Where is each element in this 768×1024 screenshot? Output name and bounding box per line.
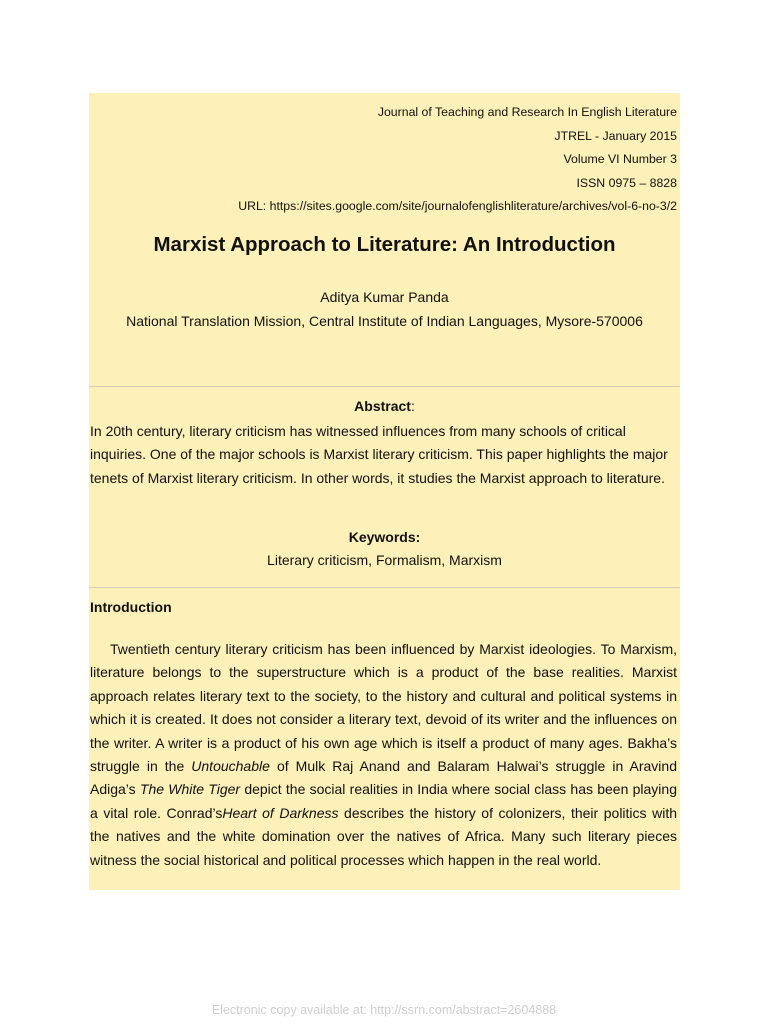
journal-issue: JTREL - January 2015 [554,128,677,143]
journal-volume: Volume VI Number 3 [563,152,677,166]
abstract-label: Abstract [354,398,411,414]
paper-page [89,93,680,890]
intro-italic-heart-of-darkness: Heart of Darkness [222,804,339,821]
divider-bottom [89,587,680,588]
author-name: Aditya Kumar Panda [320,289,449,305]
divider-top [89,386,680,387]
introduction-heading: Introduction [90,599,172,615]
author-affiliation: National Translation Mission, Central Institute of Indian Languages, Mysore-570006 [126,313,643,329]
keywords-heading: Keywords: [348,529,421,545]
introduction-paragraph [90,638,677,872]
abstract-heading [89,398,680,414]
keywords-list: Literary criticism, Formalism, Marxism [267,552,502,568]
intro-text-2: of Mulk Raj Anand and Balaram Halwai’s struggle in Aravind Adiga’s [90,758,677,798]
journal-header [238,101,677,219]
ssrn-footer: Electronic copy available at: http://ssrn.com/abstract=2604888 [211,1003,557,1017]
intro-italic-white-tiger: The White Tiger [139,781,241,798]
journal-name: Journal of Teaching and Research In English Literature [377,105,677,119]
abstract-text: In 20th century, literary criticism has witnessed influences from many schools of critical inquiries. One of the major schools is Marxist literary criticism. This paper highlights the major tenets of Marxist literary criticism. In other words, it studies the Marxist approach to literature. [90,423,668,486]
intro-text-4: describes the history of colonizers, their politics with the natives and the white domination over the natives of Africa. Many such literary pieces witness the social historical and political processes which happen in the real world. [90,804,677,868]
journal-issn: ISSN 0975 – 8828 [576,175,677,190]
abstract-colon: : [410,398,415,414]
paper-title: Marxist Approach to Literature: An Introduction [153,233,616,256]
intro-text-3: depict the social realities in India where social class has been playing a vital role. Conrad’s [90,781,677,821]
intro-text-1: Twentieth century literary criticism has been influenced by Marxist ideologies. To Marxism, literature belongs to the superstructure which is a product of the base realities. Marxist approach relates literary text to the society, to the history and cultural and political systems in which it is created. It does not consider a literary text, devoid of its writer and the influences on the writer. A writer is a product of his own age which is itself a product of many ages. Bakha’s struggle in the [90,641,677,775]
intro-italic-untouchable: Untouchable [191,758,270,775]
journal-url: URL: https://sites.google.com/site/journalofenglishliterature/archives/vol-6-no-3/2 [238,199,677,213]
